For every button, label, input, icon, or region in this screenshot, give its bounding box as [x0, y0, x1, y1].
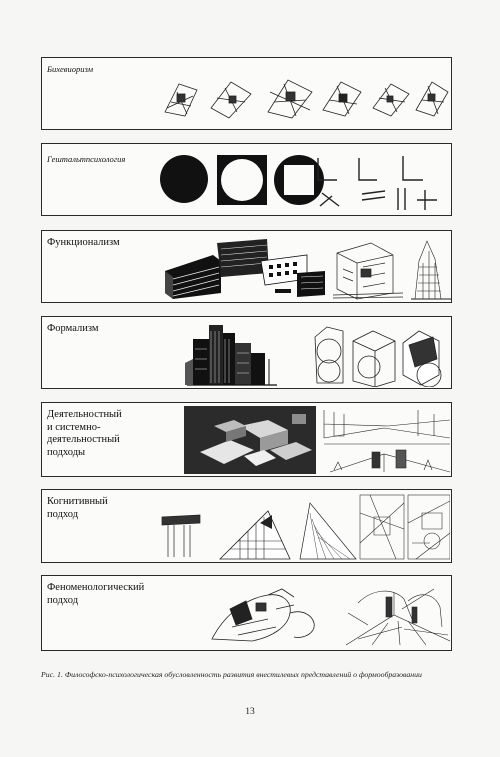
- black-circle-shape: [160, 155, 208, 203]
- sketch-6: [416, 82, 448, 116]
- page-number: 13: [245, 707, 255, 717]
- skyscraper-cluster-drawing: [185, 325, 277, 385]
- sketch-5: [373, 84, 409, 116]
- panel-formalism: [41, 316, 452, 389]
- diagonal-hatched-plane: [300, 503, 356, 559]
- sculptural-form-sketch: [212, 589, 314, 641]
- panel-functionalism: [41, 230, 452, 303]
- spatial-perspective-sketch: [346, 589, 450, 645]
- sketch-1: [165, 84, 197, 116]
- panel-label: Гештальтпсихология: [47, 154, 126, 164]
- house-perspective-sketch: [333, 243, 403, 299]
- sketch-3: [268, 80, 312, 118]
- panel-activity: [41, 402, 452, 477]
- cognitive-drawings: [160, 493, 450, 561]
- panel-label: Формализм: [47, 323, 99, 334]
- urban-plan-sketches: [360, 495, 450, 559]
- street-perspective-sketches: [324, 410, 450, 472]
- panel-behaviorism: [41, 57, 452, 130]
- formalism-drawings: [157, 319, 451, 387]
- tower-sketch: [411, 241, 451, 299]
- panel-phenomenological: [41, 575, 452, 651]
- gestalt-figures: [157, 150, 449, 212]
- panel-label: Функционализм: [47, 237, 120, 248]
- panel-label: Деятельностный и системно- деятельностный подходы: [47, 409, 122, 458]
- phenomenological-drawings: [172, 579, 450, 649]
- triangular-facade-drawing: [220, 511, 290, 559]
- panel-label: Феноменологический подход: [47, 582, 145, 606]
- panel-gestalt: [41, 143, 452, 216]
- sketch-4: [323, 82, 361, 116]
- panel-cognitive: [41, 489, 452, 563]
- site-model-photo: [184, 406, 316, 474]
- figure-caption: Рис. 1. Философско-психологическая обусловленность развития внестилевых представлений о формообразовании: [41, 670, 422, 679]
- panel-label: Когнитивный подход: [47, 496, 108, 520]
- panel-label: Бихевиоризм: [47, 64, 94, 74]
- behaviorism-sketch-sequence: [157, 72, 449, 122]
- line-groupings: [318, 156, 437, 210]
- geometric-volume-studies: [315, 327, 441, 387]
- bauhaus-building-axonometric: [165, 239, 325, 299]
- sketch-2: [211, 82, 251, 118]
- classical-column-fragment: [162, 515, 200, 557]
- activity-drawings: [184, 406, 450, 474]
- functionalism-building-drawings: [157, 233, 451, 301]
